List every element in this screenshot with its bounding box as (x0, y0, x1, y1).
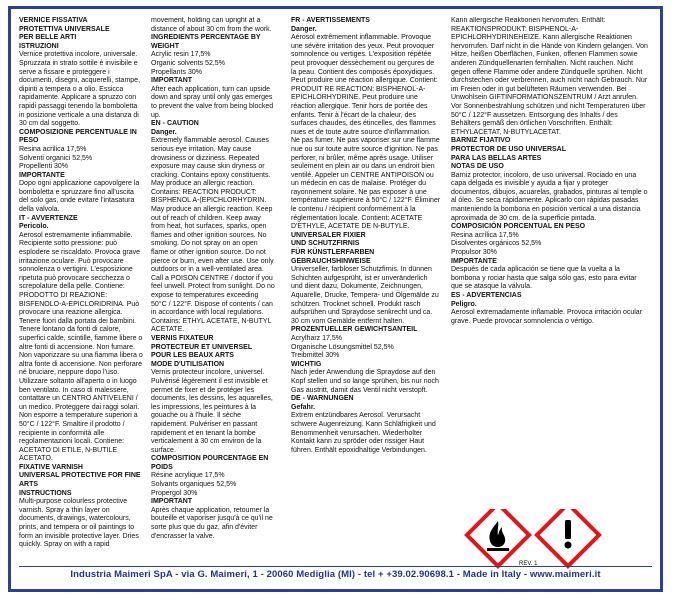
section-heading: VERNIS FIXATEUR (151, 334, 214, 342)
section-heading: Danger. (151, 128, 177, 136)
section-heading: PROTECTOR DE USO UNIVERSAL (451, 145, 566, 153)
section-heading: IMPORTANTE (19, 171, 65, 179)
section-heading: PROTECTEUR ET UNIVERSEL (151, 343, 253, 351)
footer-divider (19, 566, 652, 567)
section-heading: PROTETTIVA UNIVERSALE (19, 25, 110, 33)
paragraph: Aerosol estremamente infiammabile. Recipiente sotto pressione: può esplodere se riscaldato. Provoca grave irritazione oculare. Può provocare sonnolenza o vertigini. L'esposizione ripetuta può provocare secchezza o screpolature della pelle. Contiene: PRODOTTO DI REAZIONE: BISFENOLO-A-EPICLORIDRINA. Può provocare una reazione allergica. Tenere fuori dalla portata dei bambini. Tenere lontano da fonti di calore, superfici calde, scintille, fiamme libere o altre fonti di accensione. Non fumare. Non vaporizzare su una fiamma libera o altra fonte di accensione. Non perforare né bruciare, neppure dopo l'uso. Utilizzare soltanto all'aperto o in luogo ben ventilato. In caso di malessere, contattare un CENTRO ANTIVELENI / un medico. Proteggere dai raggi solari. Non esporre a temperature superiori a 50°C / 122°F. Smaltire il prodotto / recipiente in conformità alle regolamentazioni locali. Contiene: ACETATO DI ETILE, N-BUTILE ACETATO. (19, 231, 143, 463)
exclamation-pictogram (537, 509, 599, 566)
flame-pictogram (467, 509, 529, 566)
section-heading: INGREDIENTS PERCENTAGE BY WEIGHT (151, 34, 261, 50)
paragraph: Universeller, farbloser Schutzfirnis. In dünnen Schichten aufgesprüht, ist er unveränderlich und dient dazu, Dokumente, Zeichnungen, Aquarelle, Drucke, Tempera- und Ölgemälde zu schützen. Trocknet schnell. Produkt rasch aufsprühen und Spraydose senkrecht und ca. 30 cm vom Gemälde entfernt halten. (291, 266, 439, 325)
paragraph: Solvants organiques 52,5% (151, 481, 237, 489)
section-heading: ISTRUZIONI (19, 42, 59, 50)
column-german-spanish (451, 17, 649, 326)
section-heading: ES - ADVERTENCIAS (451, 292, 522, 299)
paragraph: Organic solvents 52,5% (151, 59, 225, 67)
paragraph: Dopo ogni applicazione capovolgere la bomboletta e spruzzare fino all'uscita del solo gas, onde evitare l'intasatura della valvola. (19, 180, 140, 214)
section-heading: IMPORTANTE (451, 257, 497, 265)
section-heading: COMPOSICIÓN PORCENTUAL EN PESO (451, 223, 586, 231)
paragraph: Kann allergische Reaktionen hervorrufen. Enthält: REAKTIONSPRODUKT: BISPHENOL-A-EPICHLORHYDRINEHEIZE. Kann allergische Reaktionen hervorrufen. Darf nicht in die Hände von Kindern gelangen. Von Hitze, heißen Oberflächen, Funken, offenen Flammen sowie anderen Zündquellenarten fernhalten. Nicht rauchen. Nicht gegen offene Flamme oder andere Zündquelle sprühen. Nicht durchstechen oder verbrennen, auch nicht nach Gebrauch. Nur im Freien oder in gut belüfteten Räumen verwenden. Bei Unwohlsein GIFTINFORMATIONSZENTRUM / Arzt anrufen. Vor Sonnenbestrahlung schützen und nicht Temperaturen über 50°C / 122°F aussetzen. Entsorgung des Inhalts / des Behälters gemäß den örtlichen Vorschriften. Enthält: ETHYLACETAT, N-BUTYLACETAT. (451, 17, 648, 136)
paragraph: Aerosol extremadamente inflamable. Provoca irritación ocular grave. Puede provocar somnolencia o vértigo. (451, 309, 643, 325)
paragraph: Multi-purpose colourless protective varnish. Spray a thin layer on documents, drawings, watercolours, prints, and tempera or oil paintings to form an invisible protective layer. Dries quickly. Spray on with a rapid (19, 498, 139, 549)
paragraph: Nach jeder Anwendung die Spraydose auf den Kopf stellen und so lange sprühen, bis nur noch Gas austritt, damit das Ventil nicht verstopft. (291, 369, 439, 394)
paragraph: Solventi organici 52,5% (19, 154, 93, 162)
section-heading: FÜR KÜNSTLERFARBEN (291, 249, 375, 257)
section-heading: Pericolo. (19, 223, 49, 231)
section-heading: IT - AVVERTENZE (19, 214, 78, 222)
section-heading: COMPOSIZIONE PERCENTUALE IN PESO (19, 128, 137, 145)
section-heading: PARA LAS BELLAS ARTES (451, 154, 542, 162)
paragraph: Resina acrilica 17,5% (19, 145, 87, 153)
section-heading: GEBRAUCHSHINWEISE (291, 257, 371, 265)
section-heading: VERNICE FISSATIVA (19, 17, 88, 24)
section-heading: IMPORTANT (151, 498, 193, 506)
column-english-french (151, 17, 275, 541)
label-frame (8, 6, 663, 592)
paragraph: Propellants 30% (151, 68, 202, 76)
paragraph: Extrem entzündbares Aerosol. Verursacht schwere Augenreizung. Kann Schläfrigkeit und Benommenheit verursachen. Wiederholter Kontakt kann zu spröder oder rissiger Haut führen. Enthält epoxidhaltige Verbindungen. (291, 412, 436, 454)
section-heading: WICHTIG (291, 360, 322, 368)
section-heading: PROZENTUELLER GEWICHTSANTEIL (291, 326, 418, 334)
paragraph: Propulsor 30% (451, 249, 497, 257)
paragraph: Disolventes orgánicos 52,5% (451, 240, 542, 248)
paragraph: Résine acrylique 17,5% (151, 472, 225, 480)
section-heading: INSTRUCTIONS (19, 489, 72, 497)
section-heading: UNIVERSALER FIXIER (291, 231, 366, 239)
paragraph: Après chaque application, retourner la bouteille et vaporiser jusqu'à ce qu'il ne sorte plus que du gaz, afin d'éviter d'encrasser la valve. (151, 506, 273, 540)
paragraph: Barniz protector, incoloro, de uso universal. Rociado en una capa delgada es invisible y ayuda a fijar y proteger documentos, dibujos, acuarelas, grabados, pinturas al temple o al óleo. Se seca rápidamente. Aplicarlo con rápidas pasadas manteniendo la bombona en posición vertical a una distancia aproximada de 30 cm. de la superficie pintada. (451, 171, 648, 222)
paragraph: Aérosol extrêmement inflammable. Provoque une sévère irritation des yeux. Peut provoquer somnolence ou vertiges. L'exposition répétée peut provoquer dessèchement ou gerçures de la peau. Contient des composés époxydiques. Peut produire une réaction allergique. Contient: PRODUIT RE REACTION: BISPHENOL-A-EPICHLORHYDRINE. Peut produire une réaction allergique. Tenir hors de portée des enfants. Tenir à l'écart de la chaleur, des surfaces chaudes, des étincelles, des flammes nues et de toute autre source d'inflammation. Ne pas fumer. Ne pas vaporiser sur une flamme nue ou sur toute autre source d'ignition. Ne pas perforer, ni brûler, même après usage. Utiliser seulement en plein air ou dans un endroit bien ventilé. Appeler un CENTRE ANTIPOISON ou un médecin en cas de malaise. Protéger du rayonnement solaire. Ne pas exposer à une température supérieure à 50°C / 122°F. Éliminer le contenu / récipient conformément à la réglementation locale. Contient: ACETATE D'ETHYLE, ACETATE DE N-BUTYLE. (291, 34, 441, 231)
paragraph: Propellenti 30% (19, 163, 69, 171)
revision-label: REV. 1 (519, 561, 538, 567)
section-heading: BARNIZ FIJATIVO (451, 137, 511, 145)
paragraph: movement, holding can upright at a distance of about 30 cm from the work. (151, 17, 272, 33)
column-french-german (291, 17, 441, 455)
company-footer: Industria Maimeri SpA - via G. Maimeri, 1 - 20060 Mediglia (MI) - tel + +39.02.90698.1 - Made in Italy - www.maimeri.it (70, 569, 601, 580)
section-heading: UNIVERSAL PROTECTIVE FOR FINE ARTS (19, 472, 141, 489)
section-heading: FR - AVERTISSEMENTS (291, 17, 370, 24)
section-heading: UND SCHUTZFIRNIS (291, 240, 360, 248)
section-heading: PER BELLE ARTI (19, 34, 77, 42)
section-heading: NOTAS DE USO (451, 163, 504, 171)
paragraph: Vernis protecteur incolore, universel. Pulvérisé légèrement il est invisible et permet de fixer et de protéger les documents, les dessins, les aquarelles, les impressions, les peintures à la gouache ou à l'huile. Il sèche rapidement. Pulvériser en passant rapidement et en tenant la bombe verticalement à 30 cm environ de la surface. (151, 369, 273, 454)
column-italian (19, 17, 143, 550)
paragraph: Extremely flammable aerosol. Causes serious eye irritation. May cause drowsiness or dizziness. Repeated exposure may cause skin dryness or cracking. Contains epoxy constituents. May produce an allergic reaction. Contains: REACTION PRODUCT: BISPHENOL A-(EPICHLORHYDRIN. May produce an allergic reaction. Keep out of reach of children. Keep away from heat, hot surfaces, sparks, open flames and other ignition sources. No smoking. Do not spray on an open flame or other ignition source. Do not pierce or burn, even after use. Use only outdoors or in a well-ventilated area. Call a POISON CENTRE / doctor if you feel unwell. Protect from sunlight. Do no expose to temperatures exceeding 50°C / 122°F. Dispose of contents / can in accordance with local regulations. Contains: ETHYL ACETATE, N-BUTYL ACETATE. (151, 137, 275, 334)
paragraph: Treibmittel 30% (291, 352, 340, 360)
paragraph: After each application, turn can upside down and spray until only gas emerges to prevent the valve from being blocked up. (151, 85, 274, 119)
section-heading: Peligro. (451, 300, 477, 308)
section-heading: FIXATIVE VARNISH (19, 463, 83, 471)
section-heading: IMPORTANT (151, 77, 193, 85)
section-heading: COMPOSITION POURCENTAGE EN POIDS (151, 455, 269, 471)
section-heading: Gefahr. (291, 403, 316, 411)
paragraph: Acrylharz 17,5% (291, 334, 342, 342)
paragraph: Después de cada aplicación se tiene que la vuelta a la bombona y rociar hasta que salga sólo gas, esto para evitar que se atasque la válvula. (451, 266, 637, 291)
section-heading: MODE D'UTILISATION (151, 360, 225, 368)
paragraph: Vernice protettiva incolore, universale. Spruzzata in strato sottile è invisibile e serve a fissare e proteggere i documenti, disegni, acquerelli, stampe, dipinti a tempera o a olio. Essicca rapidamente. Applicare a spruzzo con rapidi passaggi tenendo la bomboletta in posizione verticale a una distanza di 30 cm dal soggetto. (19, 51, 141, 128)
section-heading: Danger. (291, 25, 317, 33)
paragraph: Acrylic resin 17,5% (151, 51, 211, 59)
paragraph: Propergol 30% (151, 489, 198, 497)
paragraph: Organische Lösungsmittel 52,5% (291, 343, 394, 351)
section-heading: DE - WARNUNGEN (291, 395, 354, 403)
section-heading: POUR LES BEAUX ARTS (151, 352, 234, 360)
section-heading: EN - CAUTION (151, 120, 199, 128)
paragraph: Resina acrílica 17,5% (451, 231, 519, 239)
